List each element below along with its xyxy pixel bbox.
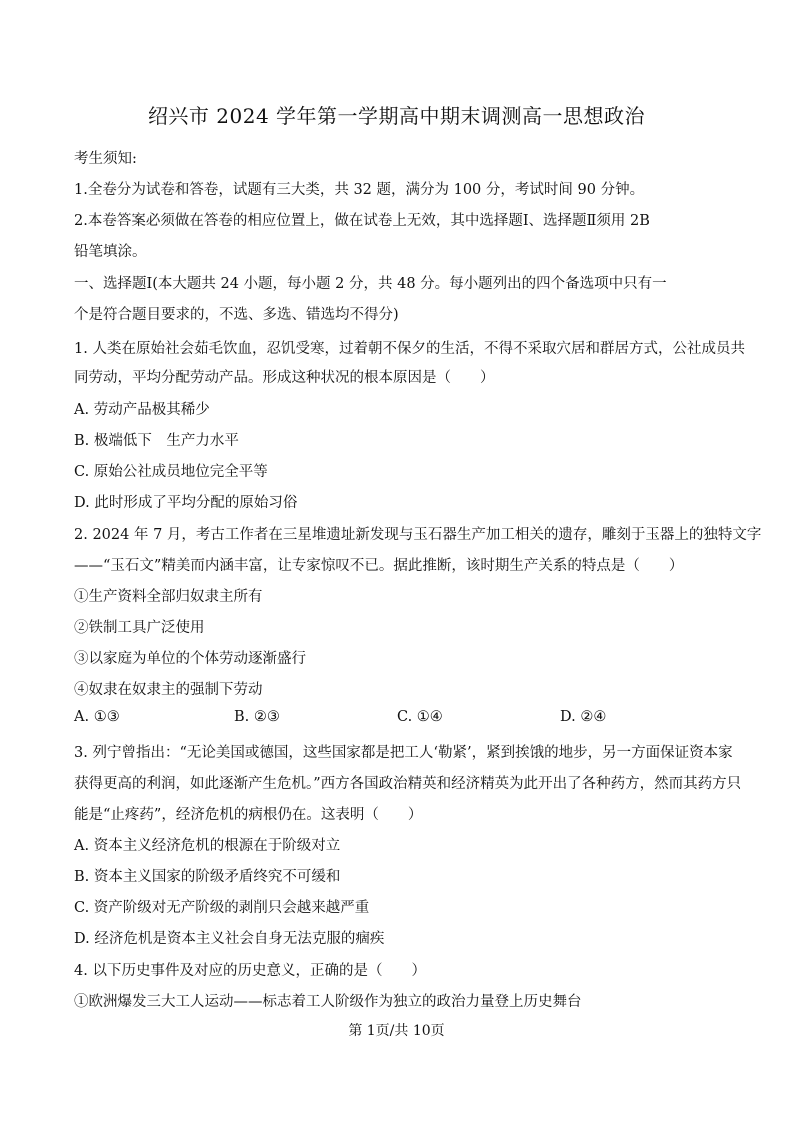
question-stem: ——“玉石文”精美而内涵丰富，让专家惊叹不已。据此推断，该时期生产关系的特点是（ ） xyxy=(74,558,684,574)
question-stem: 能是“止疼药”，经济危机的病根仍在。这表明（ ） xyxy=(74,807,423,823)
section-heading: 个是符合题目要求的，不选、多选、错选均不得分) xyxy=(74,307,399,323)
notice-line: 2.本卷答案必须做在答卷的相应位置上，做在试卷上无效，其中选择题Ⅰ、选择题Ⅱ须用 2B xyxy=(74,213,650,229)
answer-option: A. 资本主义经济危机的根源在于阶级对立 xyxy=(74,838,341,854)
question-stem: 同劳动，平均分配劳动产品。形成这种状况的根本原因是（ ） xyxy=(74,370,495,386)
question-stem: 2. 2024 年 7 月，考古工作者在三星堆遗址新发现与玉石器生产加工相关的遗存，雕刻于玉器上的独特文字 xyxy=(74,527,762,543)
notice-line: 铅笔填涂。 xyxy=(74,244,147,260)
answer-option: B. 极端低下 生产力水平 xyxy=(74,433,239,449)
answer-option: D. ②④ xyxy=(560,709,607,725)
question-stem: 3. 列宁曾指出：“无论美国或德国，这些国家都是把工人‘勒紧’，紧到挨饿的地步，另一方面保证资本家 xyxy=(74,745,733,761)
answer-option: B. 资本主义国家的阶级矛盾终究不可缓和 xyxy=(74,869,341,885)
notice-line: 1.全卷分为试卷和答卷，试题有三大类，共 32 题，满分为 100 分，考试时间 90 分钟。 xyxy=(74,182,645,198)
answer-option: A. ①③ xyxy=(74,709,120,725)
answer-option: C. 资产阶级对无产阶级的剥削只会越来越严重 xyxy=(74,900,370,916)
answer-option: D. 此时形成了平均分配的原始习俗 xyxy=(74,495,298,511)
statement-item: ②铁制工具广泛使用 xyxy=(74,620,205,636)
section-heading: 一、选择题Ⅰ(本大题共 24 小题，每小题 2 分，共 48 分。每小题列出的四个备选项中只有一 xyxy=(74,276,667,292)
question-stem: 获得更高的利润，如此逐渐产生危机。”西方各国政治精英和经济精英为此开出了各种药方，然而其药方只 xyxy=(74,776,742,792)
statement-item: ①欧洲爆发三大工人运动——标志着工人阶级作为独立的政治力量登上历史舞台 xyxy=(74,994,582,1010)
page-footer: 第 1页/共 10页 xyxy=(348,1023,445,1039)
question-stem: 1. 人类在原始社会茹毛饮血，忍饥受寒，过着朝不保夕的生活，不得不采取穴居和群居方式，公社成员共 xyxy=(74,341,745,357)
question-stem: 4. 以下历史事件及对应的历史意义，正确的是（ ） xyxy=(74,963,426,979)
answer-option: B. ②③ xyxy=(234,709,280,725)
answer-option: D. 经济危机是资本主义社会自身无法克服的痼疾 xyxy=(74,931,385,947)
notice-header: 考生须知: xyxy=(74,151,137,167)
page-title: 绍兴市 2024 学年第一学期高中期末调测高一思想政治 xyxy=(147,104,646,128)
answer-option: A. 劳动产品极其稀少 xyxy=(74,402,210,418)
statement-item: ③以家庭为单位的个体劳动逐渐盛行 xyxy=(74,651,306,667)
answer-option: C. 原始公社成员地位完全平等 xyxy=(74,464,268,480)
statement-item: ④奴隶在奴隶主的强制下劳动 xyxy=(74,682,263,698)
statement-item: ①生产资料全部归奴隶主所有 xyxy=(74,589,263,605)
answer-option: C. ①④ xyxy=(397,709,443,725)
